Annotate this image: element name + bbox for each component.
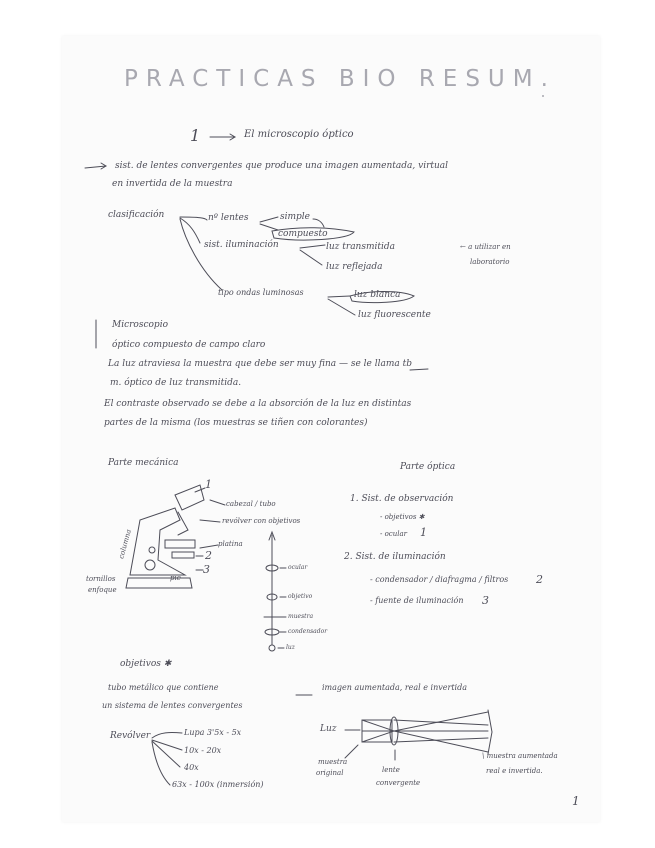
lens-label: original (316, 769, 344, 777)
tree-leaf: luz blanca (354, 290, 401, 300)
part-label: tornillos (86, 575, 116, 583)
part-label: platina (218, 540, 243, 548)
section-heading: El microscopio óptico (244, 129, 354, 140)
optica-number: 1 (420, 526, 427, 539)
microscopio-heading: Microscopio (112, 320, 168, 330)
optical-path-sketch (264, 532, 286, 651)
objetivos-result: imagen aumentada, real e invertida (322, 683, 467, 692)
page-title: PRACTICAS BIO RESUM. (124, 66, 556, 92)
optica-subitem: - ocular (380, 530, 407, 538)
part-label: revólver con objetivos (222, 517, 301, 525)
tree-leaf: luz reflejada (326, 262, 383, 272)
part-number: 3 (203, 563, 210, 576)
section-number: 1 (190, 126, 201, 145)
microscope-sketch (126, 485, 225, 588)
objetivos-desc: un sistema de lentes convergentes (102, 701, 243, 710)
optica-item: 1. Sist. de observación (350, 494, 454, 504)
revolver-label: Revólver (110, 731, 151, 741)
optical-label: ocular (288, 564, 308, 571)
objetivos-desc: tubo metálico que contiene (108, 683, 219, 692)
optica-number: 2 (536, 573, 543, 586)
magnification: Lupa 3'5x - 5x (184, 728, 242, 737)
tree-leaf: compuesto (278, 229, 328, 239)
optica-item: 2. Sist. de iluminación (344, 552, 446, 562)
magnification: 63x - 100x (inmersión) (172, 780, 264, 789)
microscopio-line: m. óptico de luz transmitida. (110, 378, 242, 388)
lens-label: \ muestra aumentada (482, 752, 558, 760)
tree-leaf: luz transmitida (326, 242, 396, 252)
magnification: 40x (184, 763, 199, 772)
parte-mecanica-heading: Parte mecánica (108, 458, 179, 468)
parte-optica-heading: Parte óptica (400, 462, 456, 472)
lens-label: muestra (318, 758, 348, 766)
optica-subitem: - objetivos ✱ (380, 513, 425, 521)
magnification: 10x - 20x (184, 746, 222, 755)
microscopio-line: El contraste observado se debe a la absorción de la luz en distintas (104, 399, 412, 409)
page-number: 1 (572, 794, 580, 808)
part-label: pie (170, 574, 181, 582)
lens-label: lente (382, 766, 400, 774)
tree-leaf: luz fluorescente (358, 310, 431, 320)
objetivos-heading: objetivos ✱ (120, 659, 172, 669)
optical-label: condensador (288, 628, 328, 635)
microscopio-line: óptico compuesto de campo claro (112, 340, 266, 350)
optical-label: objetivo (288, 593, 313, 600)
tree-branch: sist. iluminación (204, 240, 279, 250)
part-number: 1 (205, 478, 212, 491)
side-note: ← a utilizar en (460, 243, 511, 251)
lens-label: Luz (320, 724, 337, 734)
lens-ray-diagram (345, 710, 492, 760)
part-label: columna (117, 528, 133, 560)
optica-subitem: - condensador / diafragma / filtros (370, 575, 509, 584)
part-label: cabezal / tubo (226, 500, 276, 508)
part-label: enfoque (88, 586, 117, 594)
tree-branch: nº lentes (208, 213, 249, 223)
optica-number: 3 (482, 594, 489, 607)
definition-line: en invertida de la muestra (112, 179, 233, 189)
tree-root: clasificación (108, 210, 165, 220)
definition-line: sist. de lentes convergentes que produce una imagen aumentada, virtual (115, 161, 449, 171)
microscopio-line: partes de la misma (los muestras se tiñen con colorantes) (104, 418, 368, 428)
lens-label: real e invertida. (486, 767, 543, 775)
optica-subitem: - fuente de iluminación (370, 596, 464, 605)
tree-leaf: simple (280, 212, 310, 222)
part-number: 2 (205, 549, 212, 562)
optical-label: muestra (288, 613, 314, 620)
optical-label: luz (286, 644, 295, 651)
microscopio-line: La luz atraviesa la muestra que debe ser muy fina — se le llama tb (108, 359, 412, 369)
lens-label: convergente (376, 779, 421, 787)
side-note: laboratorio (470, 258, 510, 266)
tree-branch: tipo ondas luminosas (218, 288, 304, 297)
